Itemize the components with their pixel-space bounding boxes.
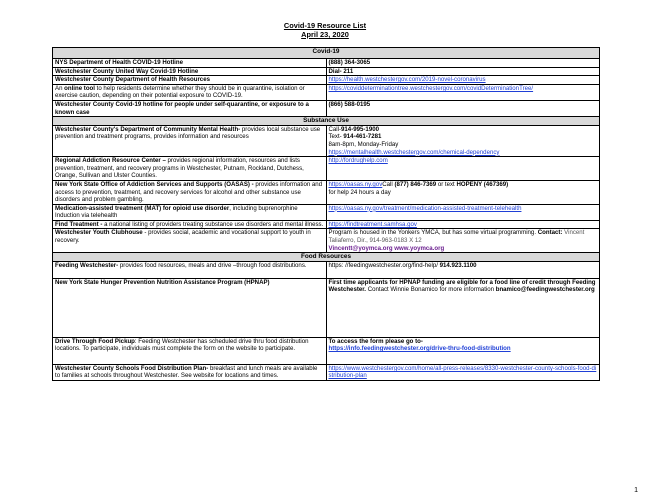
drive-thru-link[interactable]: https://info.feedingwestchester.org/drive-thru-food-distribution: [328, 345, 511, 353]
feeding-westchester-link[interactable]: https: //feedingwestchester.org/find-help/: [328, 261, 438, 269]
table-row: New York State Office of Addiction Services and Supports (OASAS) - provides information and access to prevention, treatment, and recovery services for alcohol and other substance use disorders and problem gambling. https://oasas.ny.govCall (877) 846-7369 or text HOPENY (467369) for help 24 hours a day: [53, 180, 600, 204]
table-row: Feeding Westchester- provides food resources, meals and drive –through food distributions. https: //feedingwestchester.org/find-help/ 914.923.1100: [53, 261, 600, 278]
page-title: Covid-19 Resource List: [283, 21, 367, 30]
page-date: April 23, 2020: [301, 30, 349, 39]
table-row: Drive Through Food Pickup: Feeding Westchester has scheduled drive thru food distribution locations. To participate, individuals must complete the form on the website to participate. To access the form please go to- https://info.feedingwestchester.org/drive-thru-food-distribution: [53, 337, 600, 364]
mat-link[interactable]: https://oasas.ny.gov/treatment/medication-assisted-treatment-telehealth: [328, 204, 522, 212]
oasas-link[interactable]: https://oasas.ny.gov: [328, 180, 383, 188]
table-row: Medication-assisted treatment (MAT) for opioid use disorder, including buprenorphine Induction via telehealth https://oasas.ny.gov/treatment/medication-assisted-treatment-telehealth: [53, 204, 600, 220]
table-row: Westchester County's Department of Community Mental Health- provides local substance use prevention and treatment programs, provides information and resources Call-914-995-1900 Text- 914-461-7281 8am-8pm, Monday-Friday https://mentalhealth.westchestergov.com/chemical-dependency: [53, 125, 600, 156]
page-number: 1: [634, 487, 638, 494]
table-row: Westchester County United Way Covid-19 Hotline Dial- 211: [53, 67, 600, 76]
table-row: Westchester County Schools Food Distribution Plan- breakfast and lunch meals are available to families at schools throughout Westchester. See website for locations and times. https://www.westchestergov.com/home/all-press-releases/8330-westchester-county-schools-food-distribution-plan: [53, 364, 600, 380]
section-header-covid: Covid-19: [53, 48, 600, 59]
table-row: NYS Department of Health COVID-19 Hotline (888) 364-3065: [53, 59, 600, 68]
table-row: New York State Hunger Prevention Nutrition Assistance Program (HPNAP) First time applicants for HPNAP funding are eligible for a food line of credit through Feeding Westchester. Contact Winnie Bonamico for more information bnamico@feedingwestchester.org: [53, 278, 600, 337]
table-row: Westchester County Covid-19 hotline for people under self-quarantine, or exposure to a known case (866) 588-0195: [53, 100, 600, 116]
school-food-plan-link[interactable]: https://www.westchestergov.com/home/all-press-releases/8330-westchester-county-schools-food-distribution-plan: [328, 364, 597, 380]
clubhouse-email[interactable]: Vincentt@yoymca.org: [328, 244, 393, 252]
mental-health-link[interactable]: https://mentalhealth.westchestergov.com/chemical-dependency: [328, 148, 500, 156]
table-row: Westchester Youth Clubhouse - provides social, academic and vocational support to youth in recovery. Program is housed in the Yonkers YMCA, but has some virtual programming. Contact: Vincent Taliaferro, Dir., 914-963-0183 X 12 Vincentt@yoymca.org www.yoymca.org: [53, 229, 600, 253]
section-header-food: Food Resources: [53, 253, 600, 262]
table-row: Westchester County Department of Health Resources https://health.westchestergov.com/2019-novel-coronavirus: [53, 76, 600, 85]
resource-table: [52, 47, 600, 381]
section-header-substance: Substance Use: [53, 117, 600, 126]
table-row: Regional Addiction Resource Center – provides regional information, resources and lists prevention, treatment, and recovery programs in Westchester, Putnam, Rockland, Dutchess, Orange, Sullivan and Ulster Counties. http://fordrughelp.com: [53, 157, 600, 181]
ymca-website[interactable]: www.yoymca.org: [394, 244, 445, 252]
determination-tree-link[interactable]: https://coviddeterminationtree.westchestergov.com/covidDeterminationTree/: [328, 84, 534, 92]
hpnap-email[interactable]: bnamico@feedingwestchester.org: [495, 286, 595, 294]
find-treatment-link[interactable]: https://findtreatment.samhsa.gov: [328, 220, 417, 228]
table-row: An online tool to help residents determine whether they should be in quarantine, isolation or exercise caution, depending on their potential exposure to COVID-19. https://coviddeterminationtree.westchestergov.com/covidDeterminationTree/: [53, 84, 600, 100]
fordrughelp-link[interactable]: http://fordrughelp.com: [328, 157, 388, 165]
table-row: Find Treatment - a national listing of providers treating substance use disorders and mental illness. https://findtreatment.samhsa.gov: [53, 220, 600, 229]
health-dept-link[interactable]: https://health.westchestergov.com/2019-novel-coronavirus: [328, 76, 486, 84]
